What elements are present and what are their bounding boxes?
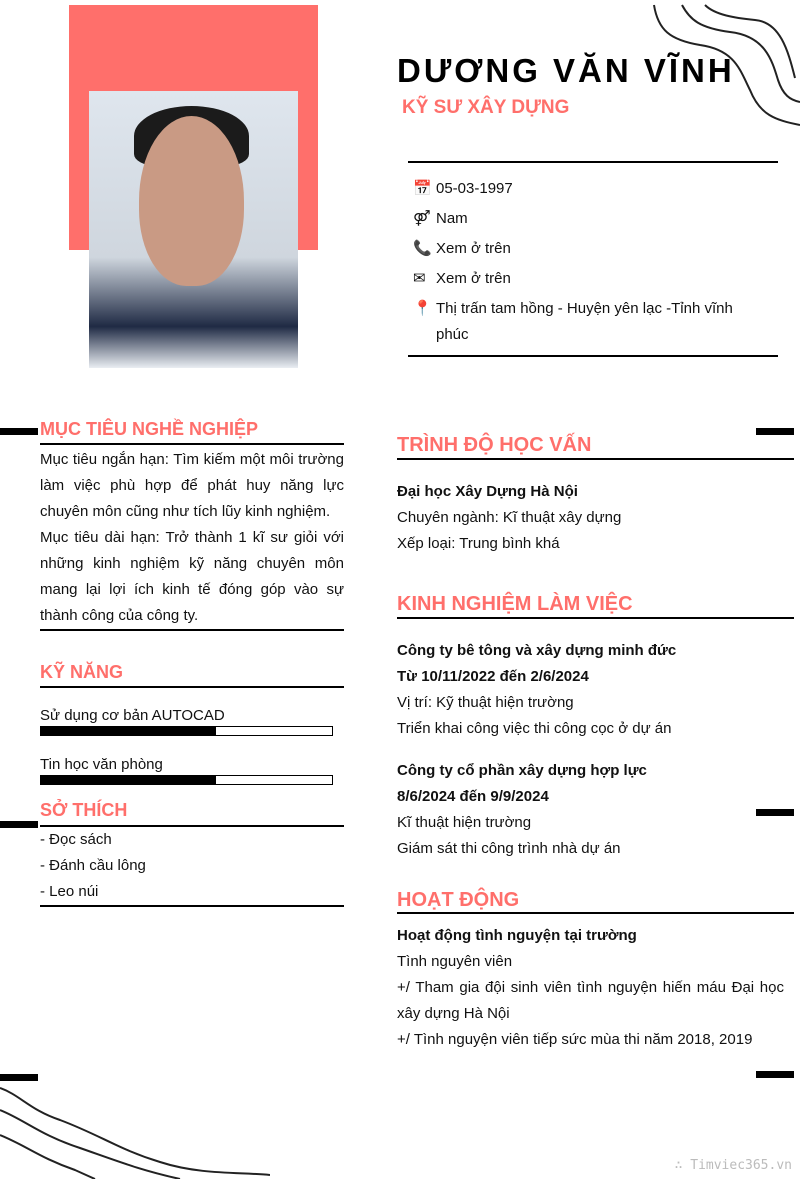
hobbies-title: SỞ THÍCH <box>40 800 128 820</box>
objective-text <box>40 447 344 629</box>
contact-email <box>413 264 773 294</box>
divider <box>397 912 794 914</box>
activities-info <box>397 923 784 1053</box>
divider <box>40 905 344 907</box>
contact-address <box>413 296 773 348</box>
section-tick <box>0 428 38 435</box>
experience-title: KINH NGHIỆM LÀM VIỆC <box>397 593 633 615</box>
skill-bar-fill <box>41 727 216 735</box>
work-desc: Triển khai công việc thi công cọc ở dự án <box>397 720 672 737</box>
section-tick <box>756 809 794 816</box>
school-name: Đại học Xây Dựng Hà Nội <box>397 483 578 500</box>
company-name: Công ty cổ phần xây dựng hợp lực <box>397 762 647 779</box>
short-term-goal: Mục tiêu ngắn hạn: Tìm kiếm một môi trường làm việc phù hợp để phát huy năng lực chuyên môn cũng như tích lũy kinh nghiệm. <box>40 451 344 520</box>
work-period: 8/6/2024 đến 9/9/2024 <box>397 788 549 805</box>
contact-gender <box>413 204 773 234</box>
phone-text: Xem ở trên <box>436 240 511 257</box>
address-text: Thị trấn tam hồng - Huyện yên lạc -Tỉnh vĩnh phúc <box>436 300 733 343</box>
section-tick <box>0 1074 38 1081</box>
calendar-icon: 📅 <box>413 180 432 197</box>
skill-name: Tin học văn phòng <box>40 756 163 773</box>
activities-title: HOẠT ĐỘNG <box>397 889 520 911</box>
section-tick <box>756 428 794 435</box>
skill-bar <box>40 775 333 785</box>
profile-photo <box>89 91 298 368</box>
watermark: ∴ Timviec365.vn <box>674 1158 792 1173</box>
experience-item <box>397 638 787 742</box>
divider <box>408 161 778 163</box>
work-desc: Giám sát thi công trình nhà dự án <box>397 840 621 857</box>
experience-item <box>397 758 787 862</box>
contact-info <box>413 174 773 348</box>
activity-line: +/ Tham gia đội sinh viên tình nguyện hiến máu Đại học xây dựng Hà Nội <box>397 979 784 1022</box>
long-term-goal: Mục tiêu dài hạn: Trở thành 1 kĩ sư giỏi với những kinh nghiệm kỹ năng chuyên môn mang lại lợi ích kinh tế đóng góp vào sự thành công của công ty. <box>40 529 344 624</box>
education-title: TRÌNH ĐỘ HỌC VẤN <box>397 434 592 456</box>
skill-name: Sử dụng cơ bản AUTOCAD <box>40 707 225 724</box>
email-text: Xem ở trên <box>436 270 511 287</box>
hobby-item: - Leo núi <box>40 883 99 900</box>
skills-title: KỸ NĂNG <box>40 662 124 682</box>
work-role: Kĩ thuật hiện trường <box>397 814 532 831</box>
gender-icon: ⚤ <box>413 210 431 227</box>
activity-role: Tình nguyên viên <box>397 953 513 970</box>
divider <box>40 629 344 631</box>
email-icon: ✉ <box>413 270 426 287</box>
divider <box>40 443 344 445</box>
work-period: Từ 10/11/2022 đến 2/6/2024 <box>397 668 589 685</box>
location-icon: 📍 <box>413 300 432 317</box>
activity-name: Hoạt động tình nguyện tại trường <box>397 927 637 944</box>
candidate-name: DƯƠNG VĂN VĨNH <box>397 52 735 89</box>
activity-line: +/ Tình nguyện viên tiếp sức mùa thi năm 2018, 2019 <box>397 1031 753 1048</box>
dob-text: 05-03-1997 <box>436 180 513 197</box>
hobby-item: - Đọc sách <box>40 831 112 848</box>
divider <box>397 617 794 619</box>
divider <box>408 355 778 357</box>
education-info <box>397 479 787 557</box>
wave-decoration-bottom <box>0 1080 270 1179</box>
divider <box>40 686 344 688</box>
major: Chuyên ngành: Kĩ thuật xây dựng <box>397 509 622 526</box>
skill-bar-fill <box>41 776 216 784</box>
divider <box>397 458 794 460</box>
contact-phone <box>413 234 773 264</box>
gender-text: Nam <box>436 210 468 227</box>
section-tick <box>756 1071 794 1078</box>
company-name: Công ty bê tông và xây dựng minh đức <box>397 642 677 659</box>
work-role: Vị trí: Kỹ thuật hiện trường <box>397 694 574 711</box>
skill-bar <box>40 726 333 736</box>
hobbies-list <box>40 827 146 905</box>
phone-icon: 📞 <box>413 240 432 257</box>
objective-title: MỤC TIÊU NGHỀ NGHIỆP <box>40 419 259 439</box>
hobby-item: - Đánh cầu lông <box>40 857 146 874</box>
grade: Xếp loại: Trung bình khá <box>397 535 560 552</box>
contact-dob <box>413 174 773 204</box>
section-tick <box>0 821 38 828</box>
job-title: KỸ SƯ XÂY DỰNG <box>402 97 570 118</box>
